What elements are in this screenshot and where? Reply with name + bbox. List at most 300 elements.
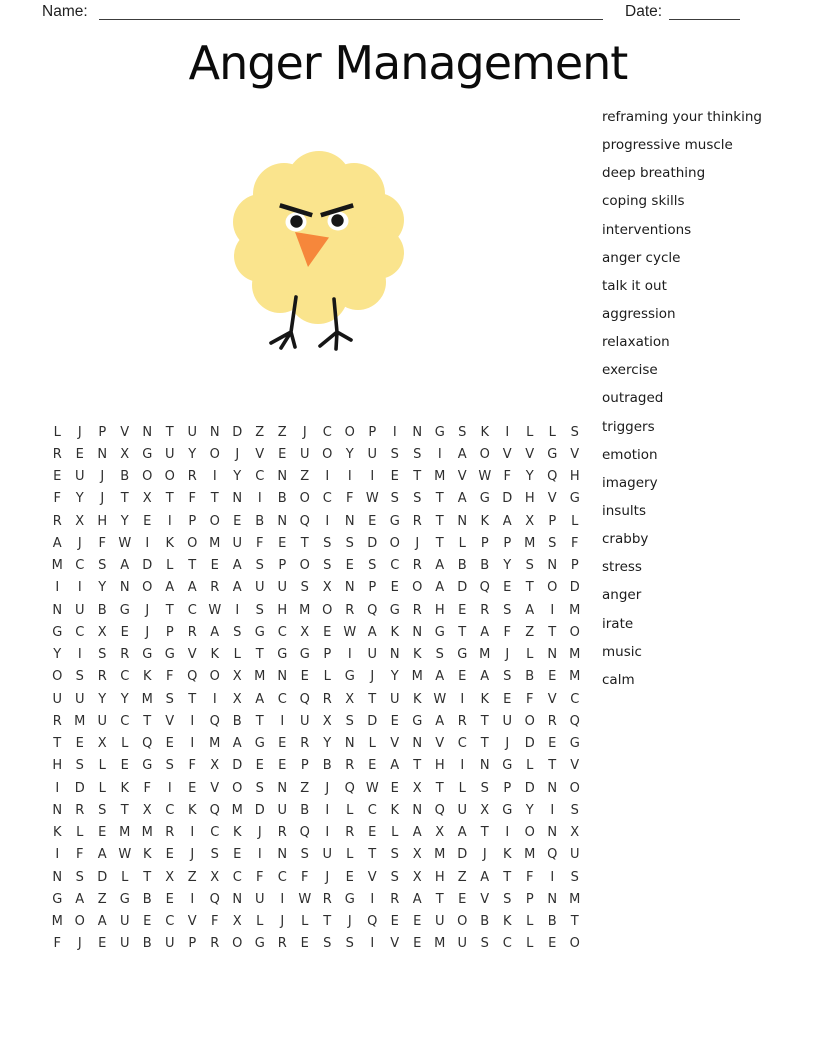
grid-letter: I [167,780,172,796]
grid-letter: A [525,602,535,618]
grid-letter: A [457,825,467,841]
grid-letter: N [344,580,355,596]
grid-letter: M [299,602,311,618]
grid-letter: U [457,936,467,952]
grid-letter: U [187,424,197,440]
grid-letter: L [98,780,106,796]
grid-letter: O [164,469,175,485]
grid-letter: L [548,424,556,440]
grid-letter: I [347,647,352,663]
grid-letter: D [367,535,378,551]
grid-letter: B [457,558,467,574]
grid-letter: G [434,624,445,640]
grid-letter: S [98,558,107,574]
grid-letter: J [370,669,375,685]
grid-letter: B [120,469,130,485]
grid-letter: L [121,869,129,885]
grid-letter: E [390,780,399,796]
grid-letter: A [120,558,130,574]
grid-letter: R [345,825,355,841]
grid-letter: E [548,736,557,752]
grid-letter: T [435,513,444,529]
grid-letter: A [480,669,490,685]
grid-letter: L [346,802,354,818]
grid-letter: A [52,535,62,551]
grid-letter: M [569,647,581,663]
date-label: Date: [625,3,663,20]
grid-letter: C [277,869,287,885]
grid-letter: E [165,736,174,752]
grid-letter: N [277,513,288,529]
grid-letter: A [232,558,242,574]
grid-letter: Y [503,558,512,574]
grid-letter: U [457,802,467,818]
grid-letter: X [97,624,107,640]
grid-letter: C [367,802,377,818]
grid-letter: P [503,780,512,796]
grid-letter: E [210,558,219,574]
grid-letter: T [165,491,174,507]
grid-letter: T [548,758,557,774]
grid-letter: Z [187,869,197,885]
grid-letter: K [480,424,490,440]
grid-letter: U [299,446,310,462]
grid-letter: N [142,424,153,440]
grid-letter: V [390,936,400,952]
grid-letter: S [75,758,84,774]
grid-letter: X [165,869,175,885]
grid-letter: G [344,669,355,685]
grid-letter: B [277,491,287,507]
grid-letter: V [390,736,400,752]
grid-letter: R [277,936,287,952]
grid-letter: I [55,580,60,596]
grid-letter: L [53,424,61,440]
grid-letter: S [390,869,399,885]
grid-letter: L [526,914,534,930]
grid-letter: Y [120,513,129,529]
grid-letter: V [547,491,557,507]
grid-letter: P [300,758,309,774]
word-item: anger [602,587,642,604]
grid-letter: O [457,914,468,930]
grid-letter: S [548,535,557,551]
grid-letter: U [74,602,85,618]
grid-letter: X [322,713,332,729]
grid-letter: I [190,713,195,729]
grid-letter: O [389,535,400,551]
grid-letter: E [165,891,174,907]
grid-letter: G [254,624,265,640]
grid-letter: V [187,647,197,663]
grid-letter: S [390,491,399,507]
grid-letter: Q [479,580,490,596]
grid-letter: O [524,825,535,841]
grid-letter: R [187,469,197,485]
grid-letter: M [51,914,63,930]
grid-letter: Y [120,691,129,707]
grid-letter: G [434,424,445,440]
grid-letter: M [141,691,153,707]
grid-letter: S [75,669,84,685]
word-item: coping skills [602,193,685,210]
grid-letter: A [435,558,445,574]
grid-letter: R [187,624,197,640]
grid-letter: P [278,558,287,574]
grid-letter: I [257,491,262,507]
grid-letter: N [412,736,423,752]
grid-letter: C [120,669,130,685]
grid-letter: G [119,891,130,907]
grid-letter: Y [98,580,107,596]
grid-letter: D [457,847,468,863]
grid-letter: D [524,736,535,752]
grid-letter: G [52,624,63,640]
grid-letter: N [457,513,468,529]
grid-letter: W [365,491,379,507]
grid-letter: Q [299,691,310,707]
grid-letter: D [569,580,580,596]
grid-letter: G [299,647,310,663]
grid-letter: J [482,847,487,863]
name-label: Name: [42,3,88,20]
grid-letter: C [457,736,467,752]
grid-letter: Q [209,891,220,907]
grid-letter: N [232,891,243,907]
grid-letter: A [435,669,445,685]
grid-letter: R [120,647,130,663]
grid-letter: E [143,513,152,529]
grid-letter: R [277,825,287,841]
grid-letter: X [322,580,332,596]
grid-letter: B [255,513,265,529]
grid-letter: A [480,624,490,640]
grid-letter: T [143,869,152,885]
grid-letter: Q [569,713,580,729]
grid-letter: T [143,713,152,729]
grid-letter: S [345,713,354,729]
grid-letter: T [413,469,422,485]
grid-letter: A [435,580,445,596]
grid-letter: X [232,669,242,685]
grid-letter: K [390,802,400,818]
grid-letter: V [367,869,377,885]
grid-letter: X [570,825,580,841]
grid-letter: X [210,869,220,885]
grid-letter: H [434,869,445,885]
grid-letter: F [98,535,106,551]
grid-letter: X [120,446,130,462]
grid-letter: S [345,535,354,551]
grid-letter: A [232,580,242,596]
word-item: deep breathing [602,165,706,182]
grid-letter: I [325,802,330,818]
grid-letter: N [547,891,558,907]
grid-letter: D [254,802,265,818]
grid-letter: I [392,424,397,440]
grid-letter: Q [142,736,153,752]
grid-letter: X [345,691,355,707]
grid-letter: T [435,780,444,796]
grid-letter: M [434,847,446,863]
grid-letter: R [412,602,422,618]
grid-letter: N [479,758,490,774]
grid-letter: Y [345,446,354,462]
page-title: Anger Management [188,36,628,90]
grid-letter: U [52,691,62,707]
grid-letter: U [277,580,287,596]
grid-letter: S [323,535,332,551]
grid-letter: R [322,691,332,707]
grid-letter: S [75,869,84,885]
grid-letter: M [209,736,221,752]
grid-letter: G [52,891,63,907]
grid-letter: S [255,602,264,618]
grid-letter: M [434,469,446,485]
grid-letter: O [299,491,310,507]
grid-letter: F [256,869,264,885]
grid-letter: R [97,669,107,685]
grid-letter: C [390,558,400,574]
grid-letter: P [368,580,377,596]
grid-letter: X [75,513,85,529]
grid-letter: J [415,535,420,551]
grid-letter: Z [300,469,310,485]
grid-letter: N [412,802,423,818]
grid-letter: T [323,914,332,930]
grid-letter: O [52,669,63,685]
grid-letter: G [547,446,558,462]
grid-letter: O [209,446,220,462]
grid-letter: F [503,469,511,485]
grid-letter: B [525,669,535,685]
grid-letter: F [53,936,61,952]
grid-letter: I [190,736,195,752]
grid-letter: X [480,802,490,818]
grid-letter: F [346,491,354,507]
grid-letter: I [550,802,555,818]
grid-letter: D [367,713,378,729]
grid-letter: X [232,914,242,930]
grid-letter: T [548,624,557,640]
grid-letter: C [570,691,580,707]
grid-letter: E [255,758,264,774]
grid-letter: I [77,580,82,596]
grid-letter: S [503,891,512,907]
grid-letter: Y [98,691,107,707]
grid-letter: T [435,535,444,551]
grid-letter: F [571,535,579,551]
grid-letter: E [548,936,557,952]
grid-letter: I [280,891,285,907]
grid-letter: S [570,869,579,885]
grid-letter: O [232,936,243,952]
grid-letter: I [325,825,330,841]
grid-letter: V [187,914,197,930]
grid-letter: P [570,558,579,574]
grid-letter: E [503,580,512,596]
grid-letter: O [187,535,198,551]
grid-letter: V [435,736,445,752]
grid-letter: L [526,647,534,663]
word-item: anger cycle [602,249,681,266]
grid-letter: D [142,558,153,574]
grid-letter: I [145,535,150,551]
grid-letter: E [345,869,354,885]
grid-letter: A [367,624,377,640]
grid-letter: Q [547,847,558,863]
grid-letter: Z [525,624,535,640]
grid-letter: E [75,736,84,752]
grid-letter: P [503,535,512,551]
grid-letter: O [344,424,355,440]
grid-letter: H [434,758,445,774]
grid-letter: E [120,758,129,774]
grid-letter: K [52,825,62,841]
grid-letter: H [97,513,108,529]
grid-letter: I [55,847,60,863]
grid-letter: N [52,869,63,885]
grid-letter: I [370,891,375,907]
grid-letter: W [298,891,312,907]
grid-letter: S [570,802,579,818]
grid-letter: I [437,446,442,462]
word-search-grid [46,421,586,955]
grid-letter: F [188,758,196,774]
word-item: outraged [602,390,664,407]
word-item: music [602,643,642,660]
grid-letter: T [413,758,422,774]
grid-letter: L [323,669,331,685]
grid-letter: G [569,491,580,507]
grid-letter: M [74,713,86,729]
grid-letter: T [435,491,444,507]
grid-letter: J [100,491,105,507]
grid-letter: J [325,869,330,885]
grid-letter: N [547,780,558,796]
grid-letter: O [232,780,243,796]
grid-letter: S [368,558,377,574]
word-list [602,109,762,700]
grid-letter: N [547,558,558,574]
grid-letter: G [164,647,175,663]
grid-letter: U [119,914,130,930]
grid-letter: T [188,558,197,574]
grid-letter: C [232,869,242,885]
grid-letter: G [277,647,288,663]
grid-letter: D [502,491,513,507]
grid-letter: U [97,713,107,729]
grid-letter: G [457,647,468,663]
grid-letter: A [390,758,400,774]
grid-letter: P [525,891,534,907]
grid-letter: K [480,691,490,707]
grid-letter: A [165,580,175,596]
grid-letter: E [323,624,332,640]
grid-letter: L [526,758,534,774]
grid-letter: I [460,758,465,774]
grid-letter: Q [434,802,445,818]
grid-letter: B [232,713,242,729]
grid-letter: D [457,580,468,596]
grid-letter: F [526,869,534,885]
grid-letter: G [142,446,153,462]
grid-letter: M [51,558,63,574]
grid-letter: J [145,624,150,640]
name-underline [99,2,603,20]
grid-letter: I [347,469,352,485]
grid-letter: P [323,647,332,663]
grid-letter: I [190,891,195,907]
grid-letter: E [503,691,512,707]
grid-letter: T [503,869,512,885]
grid-letter: S [435,647,444,663]
grid-letter: U [74,691,85,707]
grid-letter: N [277,847,288,863]
grid-letter: O [569,936,580,952]
grid-letter: O [209,669,220,685]
grid-letter: N [277,669,288,685]
grid-letter: H [277,602,288,618]
grid-letter: Q [344,780,355,796]
grid-letter: Z [277,424,287,440]
grid-letter: O [142,580,153,596]
grid-letter: F [143,780,151,796]
grid-letter: I [212,691,217,707]
grid-letter: V [525,446,535,462]
grid-letter: B [480,558,490,574]
grid-letter: J [347,914,352,930]
grid-letter: U [254,891,265,907]
grid-letter: M [569,891,581,907]
grid-letter: N [344,736,355,752]
grid-letter: J [505,736,510,752]
grid-letter: F [256,535,264,551]
grid-letter: E [390,914,399,930]
grid-letter: J [325,780,330,796]
grid-letter: Q [367,914,378,930]
grid-letter: N [344,513,355,529]
grid-letter: R [52,513,62,529]
grid-letter: O [547,580,558,596]
grid-letter: U [74,469,85,485]
grid-letter: Q [209,802,220,818]
grid-letter: F [166,669,174,685]
grid-letter: R [480,602,490,618]
grid-letter: E [300,936,309,952]
grid-letter: K [120,780,130,796]
grid-letter: I [325,469,330,485]
grid-letter: Y [525,802,534,818]
grid-letter: G [142,758,153,774]
grid-letter: W [478,469,492,485]
grid-letter: C [277,624,287,640]
grid-letter: T [165,602,174,618]
grid-letter: P [368,424,377,440]
grid-letter: C [165,914,175,930]
grid-letter: S [165,758,174,774]
grid-letter: B [322,758,332,774]
grid-letter: K [502,847,512,863]
grid-letter: Q [187,669,198,685]
grid-letter: E [165,847,174,863]
grid-letter: T [120,491,129,507]
grid-letter: E [233,513,242,529]
grid-letter: L [166,558,174,574]
grid-letter: S [390,446,399,462]
grid-letter: L [256,914,264,930]
grid-letter: X [412,869,422,885]
